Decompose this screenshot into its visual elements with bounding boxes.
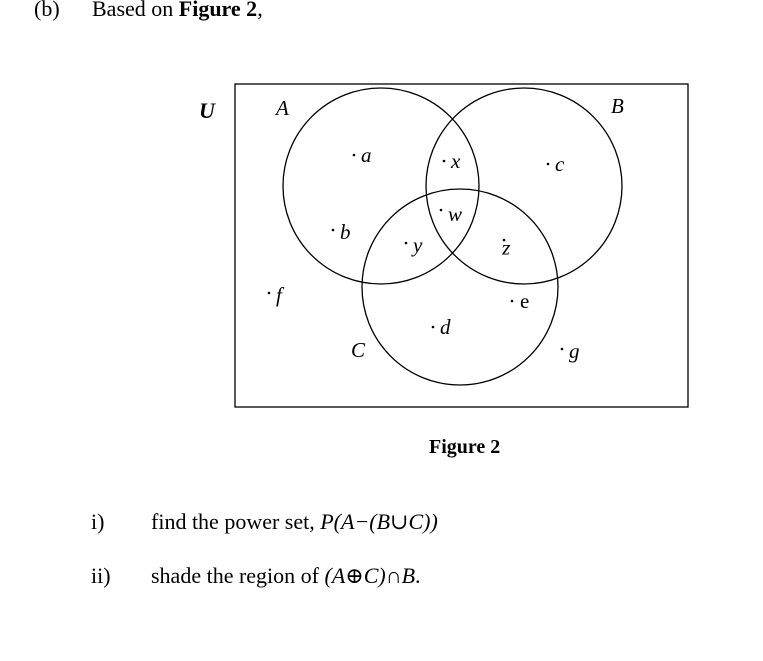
element-y: y — [413, 233, 423, 257]
subquestion-2-prompt: shade the region of — [151, 563, 325, 588]
element-b: b — [340, 220, 351, 244]
element-x: x — [451, 149, 461, 173]
subquestion-1-expression: P(A−(B∪C)) — [320, 509, 438, 534]
subquestion-2-text — [151, 563, 421, 589]
subquestion-1-number: i) — [91, 509, 105, 534]
element-g: g — [569, 339, 580, 363]
set-b-circle — [426, 88, 622, 284]
element-d: d — [440, 315, 451, 339]
question-label: (b) — [34, 0, 60, 21]
element-a: a — [361, 143, 372, 167]
element-e: e — [520, 289, 530, 313]
universe-label: U — [199, 98, 215, 123]
question-text-suffix: , — [257, 0, 263, 21]
subquestion-2-expression: (A⊕C)∩B — [324, 563, 416, 588]
set-a-circle — [283, 88, 479, 284]
set-b-label: B — [611, 94, 624, 118]
subquestion-2-number: ii) — [91, 563, 111, 588]
question-figure-ref: Figure 2 — [178, 0, 258, 21]
element-c: c — [555, 152, 565, 176]
set-c-label: C — [351, 338, 366, 362]
subquestion-1-text — [151, 509, 438, 535]
set-a-label: A — [276, 96, 289, 120]
question-text-prefix: Based on — [92, 0, 179, 21]
subquestion-1-prompt: find the power set, — [151, 509, 321, 534]
element-z: z — [501, 240, 510, 264]
element-w: w — [448, 202, 463, 226]
element-f: f — [276, 283, 282, 307]
subquestion-2-suffix: . — [415, 563, 421, 588]
figure-caption: Figure 2 — [429, 436, 501, 458]
